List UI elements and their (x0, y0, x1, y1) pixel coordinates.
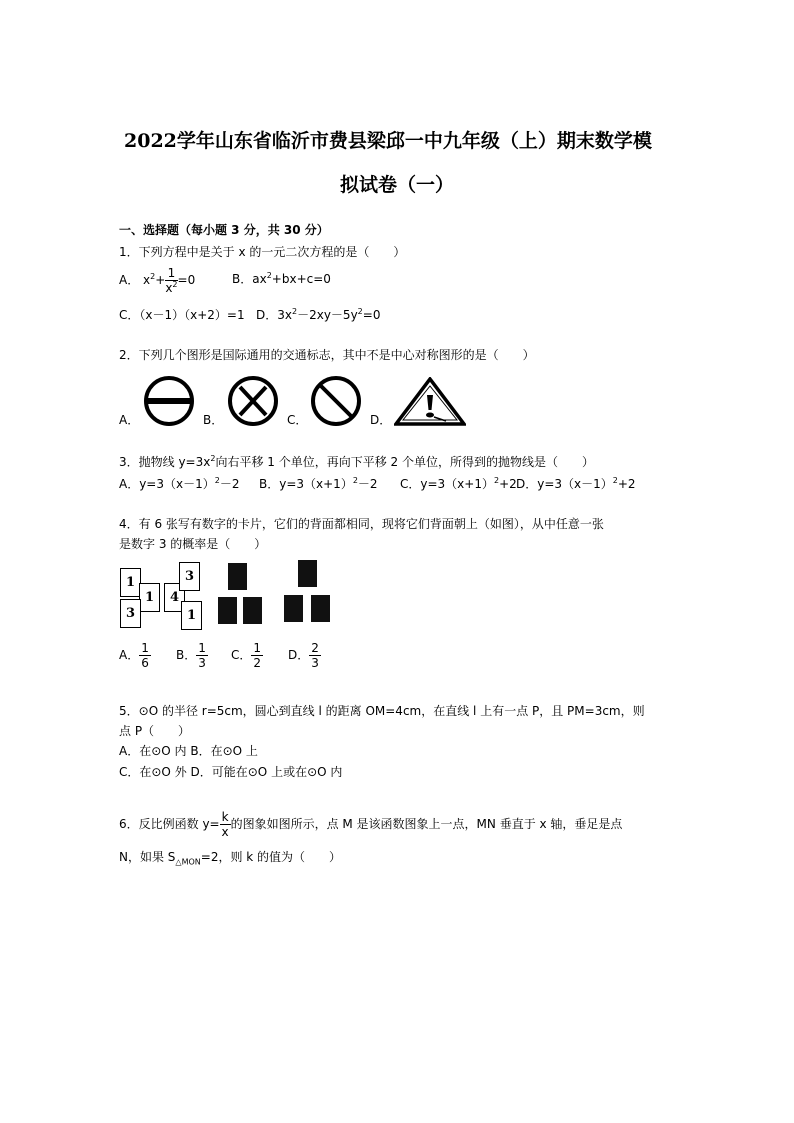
q3-d-pre: D．y=3（x－1） (516, 477, 613, 491)
q3-option-b (259, 476, 378, 492)
q4-b-den: 3 (198, 656, 206, 670)
card: 1 (181, 601, 202, 630)
q6-num: k (221, 810, 229, 824)
q3-c-pre: C．y=3（x+1） (400, 477, 494, 491)
q5-stem-line2: 点 P（ ） (119, 724, 191, 738)
q1-a-den (165, 281, 177, 295)
q6-fraction (220, 810, 231, 839)
q4-option-d (288, 641, 321, 670)
card-back (228, 563, 247, 590)
q1-d-label: D． (256, 308, 278, 322)
section-heading: 一、选择题（每小题 3 分，共 30 分） (119, 223, 329, 237)
q4-stem-line1: 4．有 6 张写有数字的卡片，它们的背面都相同，现将它们背面朝上（如图），从中任意一张 (119, 517, 604, 531)
q1-d-pre: 3x (277, 308, 292, 322)
card: 3 (120, 599, 141, 628)
q1-a-den-base: x (165, 281, 173, 295)
traffic-sign-no-entry-icon (142, 375, 196, 427)
card: 1 (120, 568, 141, 597)
q1-option-a (119, 266, 195, 295)
q6-line2-sub: △MON (175, 857, 201, 867)
q4-a-label: A． (119, 648, 140, 662)
q3-b-post: －2 (357, 477, 378, 491)
card-back (243, 597, 262, 624)
q4-d-num: 2 (311, 641, 319, 655)
q4-b-label: B． (176, 648, 197, 662)
card: 3 (179, 562, 200, 591)
q4-a-fraction (139, 641, 151, 670)
q3-b-pre: B．y=3（x+1） (259, 477, 353, 491)
q1-b-post: +bx+c=0 (271, 272, 331, 286)
q2-label-a: A． (119, 413, 140, 427)
q3-d-post: +2 (617, 477, 636, 491)
page-title-line1: 2022学年山东省临沂市费县梁邱一中九年级（上）期末数学模 (124, 130, 652, 152)
q1-stem: 1．下列方程中是关于 x 的一元二次方程的是（ ） (119, 245, 406, 259)
card: 4 (164, 583, 185, 612)
q5-options-cd: C．在⊙O 外 D．可能在⊙O 上或在⊙O 内 (119, 765, 343, 779)
q4-b-num: 1 (198, 641, 206, 655)
page-title-line2: 拟试卷（一） (340, 174, 455, 196)
q6-line2-post: =2，则 k 的值为（ ） (200, 850, 342, 864)
q3-stem-exp: 2 (210, 454, 216, 463)
card: 1 (139, 583, 160, 612)
q6-stem-line1 (119, 810, 622, 839)
q1-a-fraction (165, 266, 177, 295)
q1-d-exp2: 2 (357, 307, 363, 316)
q3-a-pre: A．y=3（x－1） (119, 477, 215, 491)
q4-d-den: 3 (311, 656, 319, 670)
q1-a-exp: 2 (150, 272, 156, 281)
q1-b-label: B． (232, 272, 253, 286)
q4-d-label: D． (288, 648, 310, 662)
card-back (311, 595, 330, 622)
q1-d-post: =0 (362, 308, 381, 322)
q1-d-exp1: 2 (292, 307, 298, 316)
card-back (284, 595, 303, 622)
q3-c-exp: 2 (493, 476, 500, 485)
q1-a-label: A． (119, 273, 140, 287)
q6-stem-line2 (119, 849, 341, 865)
traffic-sign-cross-icon (226, 375, 280, 427)
q6-pre: 6．反比例函数 y= (119, 817, 220, 831)
q6-post: 的图象如图所示，点 M 是该函数图象上一点，MN 垂直于 x 轴，垂足是点 (230, 817, 623, 831)
q2-label-c: C． (287, 413, 308, 427)
q1-b-pre: ax (252, 272, 267, 286)
q4-c-fraction (251, 641, 263, 670)
q3-option-d (516, 476, 636, 492)
q2-label-d: D． (370, 413, 392, 427)
q5-stem-line1: 5．⊙O 的半径 r=5cm，圆心到直线 l 的距离 OM=4cm，在直线 l 上有一点 P，且 PM=3cm，则 (119, 704, 645, 718)
q1-b-exp: 2 (266, 271, 272, 280)
card-back (218, 597, 237, 624)
q4-b-fraction (196, 641, 208, 670)
q3-option-c (400, 476, 517, 492)
q3-a-post: －2 (219, 477, 240, 491)
q1-option-c: C．（x－1）（x+2）=1 (119, 308, 245, 322)
q3-stem-post: 向右平移 1 个单位，再向下平移 2 个单位，所得到的抛物线是（ ） (215, 455, 594, 469)
q3-option-a (119, 476, 239, 492)
q2-stem: 2．下列几个图形是国际通用的交通标志，其中不是中心对称图形的是（ ） (119, 348, 535, 362)
q4-c-num: 1 (253, 641, 262, 655)
traffic-sign-warning-icon (394, 377, 466, 427)
q1-a-num: 1 (165, 266, 177, 281)
q4-option-a (119, 641, 151, 670)
q1-a-plus: + (155, 273, 166, 287)
q1-a-x: x (143, 273, 151, 287)
q4-c-label: C． (231, 648, 252, 662)
q4-d-fraction (309, 641, 321, 670)
q6-den: x (221, 825, 229, 839)
q4-option-b (176, 641, 208, 670)
card-back (298, 560, 317, 587)
q6-line2-pre: N，如果 S (119, 850, 176, 864)
q3-stem-pre: 3．抛物线 y=3x (119, 455, 211, 469)
q4-a-num: 1 (141, 641, 149, 655)
q1-option-b (232, 271, 331, 287)
q1-a-post: =0 (177, 273, 196, 287)
q5-options-ab: A．在⊙O 内 B．在⊙O 上 (119, 744, 258, 758)
q1-d-mid: －2xy－5y (297, 308, 358, 322)
q3-c-post: +2 (499, 477, 517, 491)
traffic-sign-slash-icon (309, 375, 363, 427)
q4-a-den: 6 (141, 656, 149, 670)
q4-c-den: 2 (253, 656, 262, 670)
q4-stem-line2: 是数字 3 的概率是（ ） (119, 537, 267, 551)
q1-a-den-exp: 2 (172, 280, 178, 289)
q1-option-d (256, 307, 380, 323)
q3-b-exp: 2 (352, 476, 358, 485)
q4-option-c (231, 641, 263, 670)
q3-stem (119, 454, 594, 470)
q2-label-b: B． (203, 413, 224, 427)
q3-a-exp: 2 (214, 476, 220, 485)
q3-d-exp: 2 (612, 476, 618, 485)
